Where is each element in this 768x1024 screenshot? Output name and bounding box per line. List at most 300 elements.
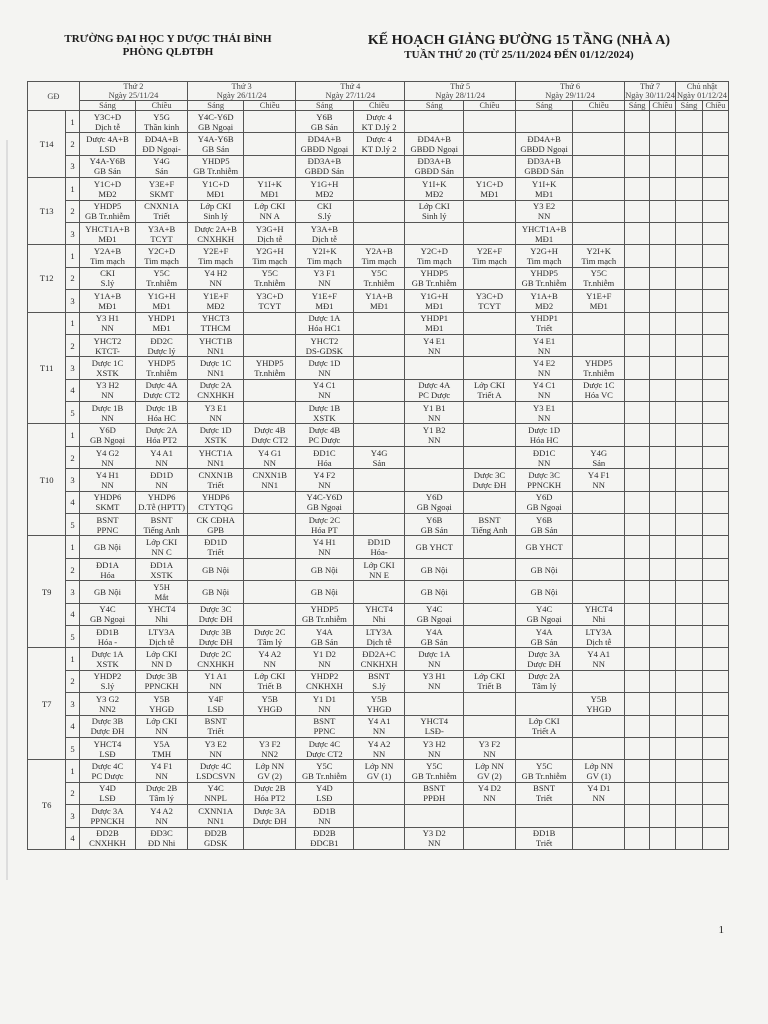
floor-label: T7: [28, 648, 66, 760]
class-cell: [136, 469, 188, 491]
slot-index: 4: [66, 827, 80, 849]
cell-line: Y4 H2: [204, 268, 228, 279]
cell-line: LSĐ: [316, 793, 333, 804]
class-cell: [649, 715, 675, 737]
class-cell: [625, 312, 650, 334]
class-cell: [675, 760, 702, 782]
cell-line: YHDP5: [201, 156, 230, 167]
cell-line: GB Tr.nhiễm: [411, 278, 457, 289]
cell-line: Y4 A1: [150, 447, 173, 458]
cell-line: Y3E+F: [148, 178, 175, 189]
cell-line: Dịch tễ: [366, 636, 392, 647]
cell-line: GB Ngoại: [306, 502, 342, 513]
cell-line: Y4C: [99, 604, 116, 615]
slot-index: 5: [66, 514, 80, 536]
schedule-row: [28, 625, 729, 647]
class-cell: [649, 357, 675, 379]
class-cell: [136, 782, 188, 804]
cell-line: ĐD Ngoại-: [142, 144, 181, 155]
class-cell: [675, 581, 702, 603]
floor-label: T6: [28, 760, 66, 850]
cell-line: Y5C: [370, 268, 388, 279]
class-cell: [188, 312, 244, 334]
slot-index: 2: [66, 133, 80, 155]
schedule-row: [28, 603, 729, 625]
cell-line: Dược 2C: [308, 514, 341, 525]
cell-line: GPB: [207, 524, 225, 535]
class-cell: [464, 760, 516, 782]
cell-line: Lớp NN: [364, 761, 394, 772]
schedule-row: [28, 693, 729, 715]
cell-line: Y1 A1: [204, 671, 227, 682]
cell-line: Dược 4: [366, 111, 392, 122]
class-cell: [625, 267, 650, 289]
cell-line: Lớp CKI: [528, 716, 560, 727]
cell-line: Tr.nhiễm: [146, 367, 178, 378]
cell-line: YHDP1: [530, 313, 558, 324]
class-cell: [296, 379, 353, 401]
class-cell: [296, 693, 353, 715]
cell-line: Lớp CKI: [146, 537, 178, 548]
cell-line: LSĐ-: [424, 726, 444, 737]
cell-line: GB Sản: [420, 636, 448, 647]
cell-line: NNPL: [204, 793, 227, 804]
cell-line: BSNT: [368, 671, 391, 682]
cell-line: Y1C+D: [202, 178, 230, 189]
cell-line: LTY3A: [585, 626, 612, 637]
cell-line: Hóa -: [97, 636, 118, 647]
cell-line: Dược 1B: [145, 402, 178, 413]
cell-line: NN: [101, 323, 114, 334]
class-cell: [464, 267, 516, 289]
cell-line: Lớp CKI: [200, 201, 232, 212]
cell-line: NN: [428, 412, 441, 423]
class-cell: [515, 782, 572, 804]
class-cell: [188, 379, 244, 401]
class-cell: [136, 424, 188, 446]
class-cell: [136, 536, 188, 558]
cell-line: Y1A+B: [93, 290, 122, 301]
class-cell: [244, 111, 296, 133]
cell-line: Y4 A1: [367, 716, 391, 727]
cell-line: NN: [537, 457, 551, 468]
session-header: Chiều: [244, 101, 296, 111]
cell-line: Dược 4A: [145, 380, 178, 391]
class-cell: [136, 312, 188, 334]
cell-line: ĐD1D: [150, 469, 174, 480]
class-cell: [573, 155, 625, 177]
cell-line: Y4 F2: [313, 469, 336, 480]
cell-line: YHCT2: [310, 335, 339, 346]
cell-line: YHDP2: [93, 671, 122, 682]
schedule-row: [28, 222, 729, 244]
session-header: Sáng: [515, 101, 572, 111]
class-cell: [353, 334, 405, 356]
cell-line: Dược 1D: [199, 425, 232, 436]
class-cell: [573, 805, 625, 827]
class-cell: [702, 424, 728, 446]
class-cell: [188, 670, 244, 692]
class-cell: [296, 514, 353, 536]
cell-line: MĐ2: [98, 188, 117, 199]
cell-line: Y4 D1: [587, 783, 611, 794]
cell-line: GB Ngoại: [416, 614, 452, 625]
class-cell: [79, 737, 135, 759]
class-cell: [136, 334, 188, 356]
class-cell: [573, 312, 625, 334]
class-cell: [702, 155, 728, 177]
class-cell: [405, 670, 464, 692]
class-cell: [515, 312, 572, 334]
class-cell: [675, 245, 702, 267]
cell-line: ĐD3A+B: [527, 156, 561, 167]
class-cell: [573, 625, 625, 647]
class-cell: [136, 357, 188, 379]
cell-line: Dược 2A: [528, 671, 561, 682]
cell-line: ĐD Nhi: [147, 838, 176, 849]
cell-line: YHGĐ: [149, 703, 174, 714]
class-cell: [244, 290, 296, 312]
cell-line: Y4C: [426, 604, 443, 615]
day-header: [675, 82, 728, 101]
cell-line: Lớp CKI: [254, 201, 286, 212]
class-cell: [625, 827, 650, 849]
cell-line: MĐ2: [535, 300, 554, 311]
cell-line: Y1 B1: [422, 402, 446, 413]
cell-line: YHDP5: [584, 357, 613, 368]
class-cell: [188, 469, 244, 491]
cell-line: NN: [209, 681, 222, 692]
class-cell: [79, 693, 135, 715]
cell-line: Lớp NN: [475, 761, 504, 772]
cell-line: Triết: [535, 838, 553, 849]
cell-line: NN: [155, 726, 168, 737]
class-cell: [79, 536, 135, 558]
cell-line: PC Dược: [308, 435, 341, 446]
cell-line: Tr.nhiễm: [583, 278, 615, 289]
cell-line: Y1A+B: [530, 290, 558, 301]
schedule-row: [28, 178, 729, 200]
class-cell: [573, 782, 625, 804]
cell-line: Y6D: [535, 492, 553, 503]
cell-line: Tim mạch: [252, 256, 288, 267]
cell-line: DS-GDSK: [305, 345, 344, 356]
cell-line: NN C: [151, 547, 172, 558]
cell-line: GB Tr.nhiễm: [411, 771, 457, 782]
cell-line: Y1C+D: [93, 178, 122, 189]
cell-line: Hóa VC: [584, 390, 613, 401]
class-cell: [649, 424, 675, 446]
cell-line: Y4G: [153, 156, 170, 167]
slot-index: 1: [66, 111, 80, 133]
class-cell: [296, 178, 353, 200]
cell-line: Dược 4A+B: [86, 134, 129, 145]
class-cell: [573, 827, 625, 849]
cell-line: Dược 2A: [145, 425, 178, 436]
cell-line: NN: [101, 457, 114, 468]
class-cell: [296, 155, 353, 177]
cell-line: Thần kinh: [144, 121, 180, 132]
class-cell: [353, 200, 405, 222]
class-cell: [675, 334, 702, 356]
cell-line: ĐD1C: [313, 447, 336, 458]
cell-line: GB Tr.nhiễm: [85, 211, 130, 222]
cell-line: Dược 2B: [254, 783, 286, 794]
cell-line: GB Tr.nhiễm: [193, 166, 239, 177]
class-cell: [675, 782, 702, 804]
cell-line: Y3 E1: [533, 402, 556, 413]
schedule-row: [28, 469, 729, 491]
cell-line: GB YHCT: [415, 542, 453, 553]
cell-line: CTYTQG: [198, 502, 234, 513]
class-cell: [353, 603, 405, 625]
schedule-row: [28, 290, 729, 312]
class-cell: [675, 357, 702, 379]
class-cell: [649, 469, 675, 491]
cell-line: Y4 F1: [150, 761, 173, 772]
class-cell: [464, 245, 516, 267]
cell-line: GB Nội: [310, 586, 338, 597]
cell-line: MĐ1: [480, 188, 499, 199]
cell-line: GV (2): [477, 771, 502, 782]
class-cell: [573, 603, 625, 625]
class-cell: [649, 581, 675, 603]
cell-line: GBĐD Sản: [524, 166, 564, 177]
class-cell: [136, 715, 188, 737]
class-cell: [244, 670, 296, 692]
cell-line: Lớp CKI: [146, 716, 178, 727]
class-cell: [405, 715, 464, 737]
class-cell: [79, 648, 135, 670]
schedule-row: [28, 312, 729, 334]
cell-line: Dược 1C: [199, 357, 232, 368]
header-left: [58, 33, 278, 59]
class-cell: [702, 222, 728, 244]
cell-line: Lớp CKI: [473, 671, 505, 682]
class-cell: [649, 155, 675, 177]
class-cell: [353, 446, 405, 468]
class-cell: [649, 737, 675, 759]
slot-index: 3: [66, 805, 80, 827]
day-date: Ngày 25/11/24: [108, 91, 159, 100]
session-header: Sáng: [625, 101, 650, 111]
cell-line: Dược 3B: [145, 671, 178, 682]
class-cell: [573, 290, 625, 312]
cell-line: PPNC: [96, 524, 119, 535]
cell-line: Y4C-Y6D: [197, 111, 234, 122]
cell-line: GB Nội: [530, 586, 558, 597]
class-cell: [464, 625, 516, 647]
class-cell: [353, 469, 405, 491]
class-cell: [244, 446, 296, 468]
class-cell: [702, 379, 728, 401]
cell-line: NN: [263, 457, 276, 468]
day-header: [405, 82, 515, 101]
class-cell: [625, 536, 650, 558]
class-cell: [296, 715, 353, 737]
class-cell: [649, 379, 675, 401]
cell-line: Triết A: [531, 726, 557, 737]
cell-line: XSTK: [313, 412, 336, 423]
class-cell: [464, 222, 516, 244]
cell-line: NN: [428, 748, 441, 759]
cell-line: MĐ1: [589, 300, 608, 311]
cell-line: ĐD4A+B: [527, 134, 561, 145]
cell-line: MĐ1: [206, 188, 225, 199]
class-cell: [136, 805, 188, 827]
class-cell: [625, 670, 650, 692]
class-cell: [625, 603, 650, 625]
schedule-row: [28, 737, 729, 759]
cell-line: PPNC: [313, 726, 336, 737]
class-cell: [405, 603, 464, 625]
class-cell: [675, 111, 702, 133]
class-cell: [625, 648, 650, 670]
cell-line: YHDP1: [147, 313, 176, 324]
class-cell: [188, 625, 244, 647]
class-cell: [625, 334, 650, 356]
cell-line: GB Tr.nhiễm: [301, 771, 347, 782]
cell-line: Y2A+B: [93, 246, 122, 257]
class-cell: [573, 514, 625, 536]
cell-line: NN2: [99, 703, 116, 714]
cell-line: ĐD1B: [96, 626, 119, 637]
cell-line: Triết: [535, 323, 553, 334]
cell-line: Y5B: [370, 693, 388, 704]
class-cell: [244, 514, 296, 536]
cell-line: Y1I+K: [531, 178, 557, 189]
class-cell: [515, 536, 572, 558]
cell-line: Y5H: [153, 581, 170, 592]
cell-line: Dược 3A: [528, 649, 561, 660]
class-cell: [515, 693, 572, 715]
cell-line: ĐD1D: [204, 537, 228, 548]
cell-line: GB Nội: [310, 564, 338, 575]
cell-line: Nhi: [155, 614, 169, 625]
class-cell: [79, 581, 135, 603]
class-cell: [573, 222, 625, 244]
cell-line: Dược 3C: [528, 469, 560, 480]
class-cell: [405, 222, 464, 244]
schedule-row: [28, 514, 729, 536]
cell-line: Hóa: [317, 457, 332, 468]
class-cell: [353, 267, 405, 289]
class-cell: [464, 514, 516, 536]
class-cell: [188, 827, 244, 849]
cell-line: ĐD4A+B: [144, 134, 179, 145]
slot-index: 2: [66, 446, 80, 468]
cell-line: ĐD1B: [532, 828, 556, 839]
class-cell: [136, 514, 188, 536]
slot-index: 4: [66, 491, 80, 513]
session-header: Sáng: [675, 101, 702, 111]
class-cell: [244, 245, 296, 267]
cell-line: Sản: [155, 166, 169, 177]
class-cell: [244, 133, 296, 155]
class-cell: [702, 536, 728, 558]
cell-line: Nhi: [592, 614, 606, 625]
class-cell: [244, 827, 296, 849]
cell-line: TTHCM: [200, 323, 231, 334]
cell-line: Lớp NN: [584, 761, 614, 772]
cell-line: NN D: [151, 659, 172, 670]
class-cell: [353, 357, 405, 379]
class-cell: [573, 245, 625, 267]
cell-line: NN: [101, 390, 114, 401]
class-cell: [79, 603, 135, 625]
cell-line: LSD: [99, 144, 116, 155]
cell-line: Dược 4: [366, 134, 392, 145]
cell-line: NN: [537, 412, 551, 423]
cell-line: GB Ngoại: [416, 502, 452, 513]
schedule-row: [28, 334, 729, 356]
cell-line: Y5A: [153, 738, 170, 749]
cell-line: NN: [209, 278, 222, 289]
class-cell: [79, 469, 135, 491]
class-cell: [405, 155, 464, 177]
cell-line: CXNN1A: [198, 805, 234, 816]
cell-line: GB Sản: [94, 166, 121, 177]
cell-line: YHCT4: [147, 604, 176, 615]
class-cell: [515, 514, 572, 536]
cell-line: Dược lý: [147, 345, 176, 356]
class-cell: [405, 827, 464, 849]
slot-index: 2: [66, 670, 80, 692]
schedule-row: [28, 402, 729, 424]
cell-line: Dược 1A: [308, 313, 341, 324]
cell-line: ĐDCB1: [310, 838, 339, 849]
class-cell: [244, 648, 296, 670]
day-name: Thứ 6: [559, 82, 581, 91]
cell-line: Y4 E1: [423, 335, 446, 346]
class-cell: [136, 222, 188, 244]
cell-line: Tr.nhiễm: [146, 278, 178, 289]
class-cell: [188, 737, 244, 759]
cell-line: Y4F: [208, 693, 224, 704]
day-name: Thứ 3: [231, 82, 252, 91]
cell-line: Dược 1C: [91, 357, 124, 368]
class-cell: [464, 805, 516, 827]
class-cell: [188, 424, 244, 446]
cell-line: YHGĐ: [366, 703, 392, 714]
cell-line: NN: [101, 412, 114, 423]
class-cell: [244, 155, 296, 177]
day-date: Ngày 29/11/24: [545, 91, 595, 100]
cell-line: GB Ngoại: [526, 502, 562, 513]
cell-line: NN A: [259, 211, 280, 222]
cell-line: Sinh lý: [421, 211, 447, 222]
slot-index: 1: [66, 245, 80, 267]
cell-line: Y3 F1: [313, 268, 336, 279]
slot-index: 1: [66, 424, 80, 446]
class-cell: [675, 514, 702, 536]
slot-index: 4: [66, 379, 80, 401]
cell-line: Y5C: [316, 761, 333, 772]
class-cell: [702, 670, 728, 692]
class-cell: [675, 737, 702, 759]
cell-line: GBĐD Sản: [304, 166, 345, 177]
class-cell: [244, 379, 296, 401]
cell-line: Lớp CKI: [254, 671, 286, 682]
cell-line: Tim mạch: [144, 256, 179, 267]
class-cell: [353, 111, 405, 133]
cell-line: ĐD1A: [150, 559, 174, 570]
cell-line: MĐ1: [98, 300, 117, 311]
class-cell: [649, 491, 675, 513]
cell-line: Y4 A2: [150, 805, 173, 816]
class-cell: [625, 782, 650, 804]
class-cell: [244, 469, 296, 491]
